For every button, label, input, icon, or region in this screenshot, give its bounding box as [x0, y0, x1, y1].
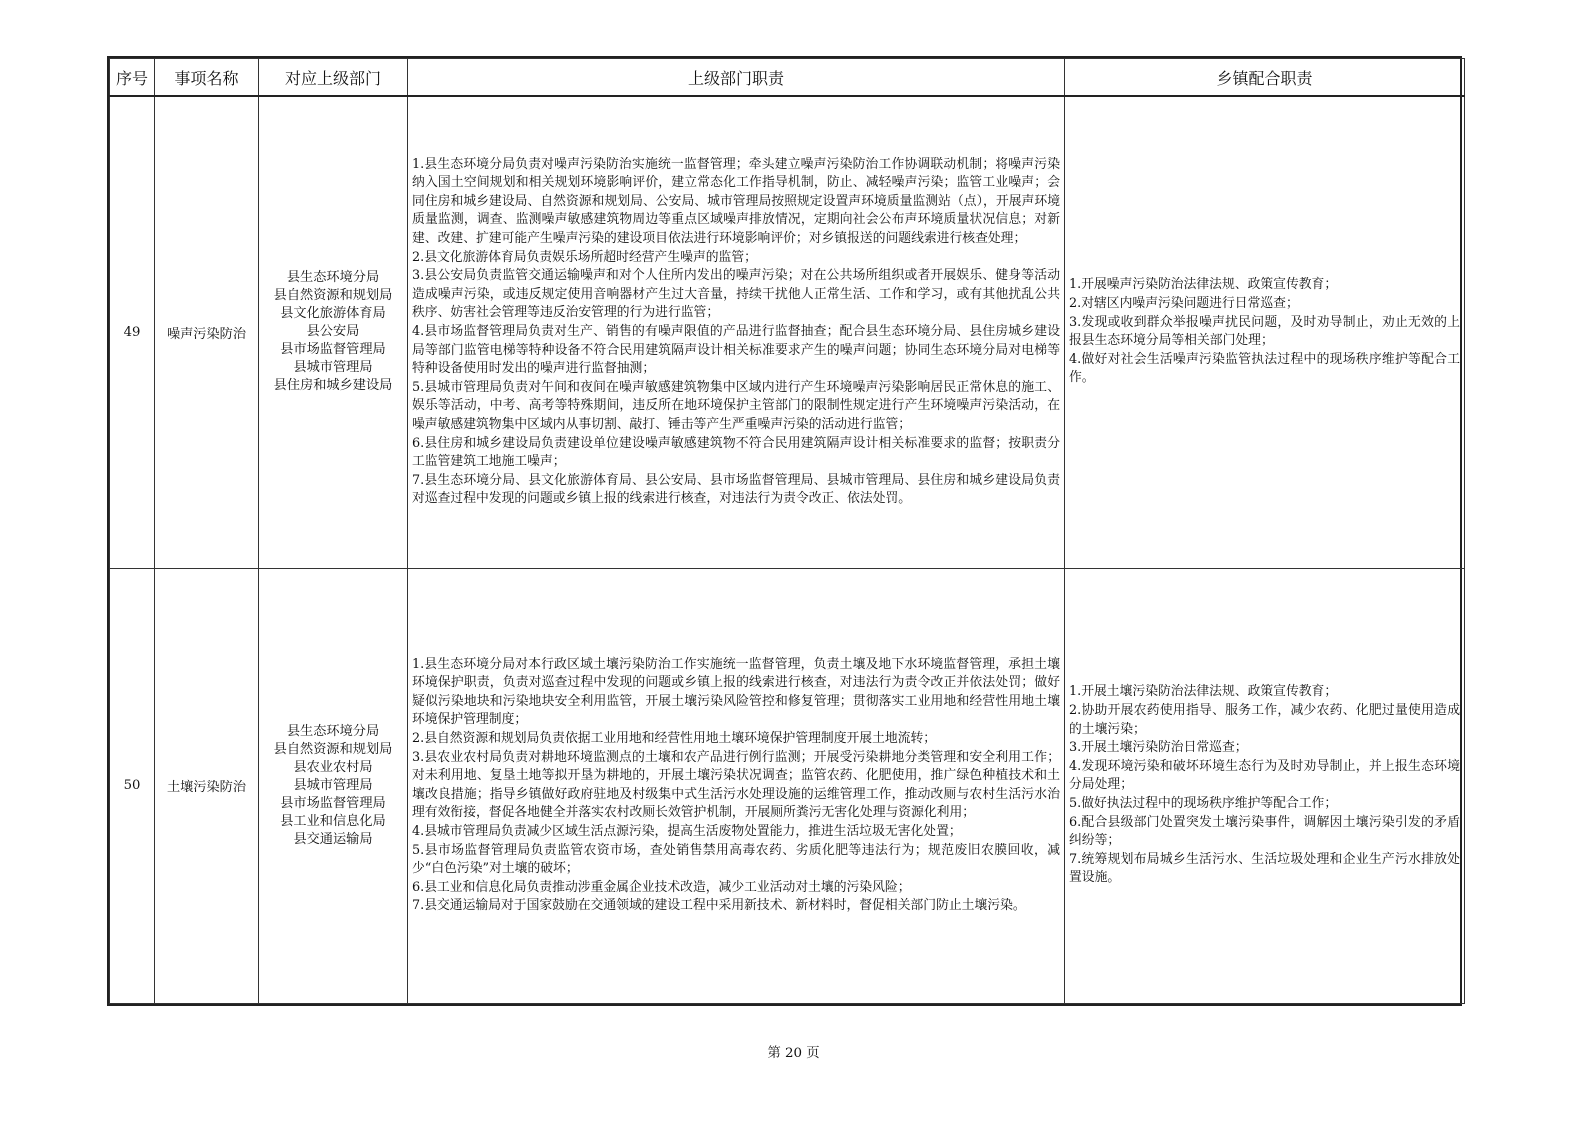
department-entry: 县自然资源和规划局	[273, 288, 393, 304]
row-superior-duties	[408, 96, 1065, 568]
duty-entry: 6.县住房和城乡建设局负责建设单位建设噪声敏感建筑物不符合民用建筑隔声设计相关标准要求的监督；按职责分工监管建筑工地施工噪声；	[412, 435, 1060, 470]
duty-entry: 6.配合县级部门处置突发土壤污染事件，调解因土壤污染引发的矛盾纠纷等；	[1069, 814, 1460, 849]
department-entry: 县工业和信息化局	[280, 813, 386, 829]
duty-entry: 3.发现或收到群众举报噪声扰民问题，及时劝导制止，劝止无效的上报县生态环境分局等相关部门处理；	[1069, 314, 1460, 349]
header-superior-department: 对应上级部门	[259, 59, 408, 97]
duty-entry: 7.县交通运输局对于国家鼓励在交通领域的建设工程中采用新技术、新材料时，督促相关部门防止土壤污染。	[412, 898, 1026, 914]
duty-entry: 1.开展土壤污染防治法律法规、政策宣传教育；	[1069, 684, 1338, 700]
duty-entry: 2.县自然资源和规划局负责依据工业用地和经营性用地土壤环境保护管理制度开展土地流转；	[412, 730, 937, 746]
header-township-duties: 乡镇配合职责	[1065, 59, 1465, 97]
duty-entry: 7.统筹规划布局城乡生活污水、生活垃圾处理和企业生产污水排放处置设施。	[1069, 851, 1460, 886]
row-number: 49	[110, 96, 155, 568]
row-item-name: 噪声污染防治	[155, 96, 259, 568]
department-entry: 县农业农村局	[293, 759, 373, 775]
duty-entry: 4.县城市管理局负责减少区域生活点源污染，提高生活废物处置能力，推进生活垃圾无害化处置；	[412, 823, 962, 839]
duty-entry: 2.对辖区内噪声污染问题进行日常巡查；	[1069, 296, 1299, 312]
department-entry: 县市场监督管理局	[280, 342, 386, 358]
duty-entry: 2.县文化旅游体育局负责娱乐场所超时经营产生噪声的监管；	[412, 249, 757, 265]
duty-entry: 1.县生态环境分局对本行政区域土壤污染防治工作实施统一监督管理，负责土壤及地下水环境监督管理，承担土壤环境保护职责，负责对巡查过程中发现的问题或乡镇上报的线索进行核查，对违法行为责令改正并依法处罚；做好疑似污染地块和污染地块安全利用监管，开展土壤污染风险管控和修复管理；贯彻落实工业用地和经营性用地土壤环境保护管理制度；	[412, 656, 1060, 728]
duty-entry: 3.县公安局负责监管交通运输噪声和对个人住所内发出的噪声污染；对在公共场所组织或者开展娱乐、健身等活动造成噪声污染，或违反规定使用音响器材产生过大音量，持续干扰他人正常生活、工作和学习，或有其他扰乱公共秩序、妨害社会管理等违反治安管理的行为进行监管；	[412, 268, 1060, 321]
department-entry: 县城市管理局	[293, 360, 373, 376]
duty-entry: 1.县生态环境分局负责对噪声污染防治实施统一监督管理；牵头建立噪声污染防治工作协调联动机制；将噪声污染纳入国土空间规划和相关规划环境影响评价，建立常态化工作指导机制，防止、减轻噪声污染；监管工业噪声；会同住房和城乡建设局、自然资源和规划局、公安局、城市管理局按照规定设置声环境质量监测站（点），开展声环境质量监测，调查、监测噪声敏感建筑物周边等重点区域噪声排放情况，定期向社会公布声环境质量状况信息；对新建、改建、扩建可能产生噪声污染的建设项目依法进行环境影响评价；对乡镇报送的问题线索进行核查处理；	[412, 156, 1060, 246]
responsibility-table	[109, 58, 1465, 1004]
duty-entry: 5.县城市管理局负责对午间和夜间在噪声敏感建筑物集中区域内进行产生环境噪声污染影响居民正常休息的施工、娱乐等活动，中考、高考等特殊期间，违反所在地环境保护主管部门的限制性规定进行产生环境噪声污染活动，在噪声敏感建筑物集中区域内从事切割、敲打、锤击等产生严重噪声污染的活动进行监管；	[412, 379, 1060, 432]
department-entry: 县生态环境分局	[286, 723, 380, 739]
department-entry: 县生态环境分局	[286, 270, 380, 286]
duty-entry: 3.县农业农村局负责对耕地环境监测点的土壤和农产品进行例行监测；开展受污染耕地分类管理和安全利用工作；对未利用地、复垦土地等拟开垦为耕地的，开展土壤污染状况调查；监管农药、化肥使用，推广绿色种植技术和土壤改良措施；指导乡镇做好政府驻地及村级集中式生活污水处理设施的运维管理工作，推动改厕与农村生活污水治理有效衔接，督促各地健全并落实农村改厕长效管护机制，开展厕所粪污无害化处理与资源化利用；	[412, 749, 1060, 821]
row-item-name: 土壤污染防治	[155, 568, 259, 1004]
row-superior-duties	[408, 568, 1065, 1004]
department-entry: 县市场监督管理局	[280, 795, 386, 811]
header-item-name: 事项名称	[155, 59, 259, 97]
duty-entry: 5.做好执法过程中的现场秩序维护等配合工作；	[1069, 796, 1338, 812]
row-township-duties	[1065, 568, 1465, 1004]
duty-entry: 3.开展土壤污染防治日常巡查；	[1069, 740, 1248, 756]
header-superior-duties: 上级部门职责	[408, 59, 1065, 97]
duty-entry: 7.县生态环境分局、县文化旅游体育局、县公安局、县市场监督管理局、县城市管理局、县住房和城乡建设局负责对巡查过程中发现的问题或乡镇上报的线索进行核查，对违法行为责令改正、依法处罚。	[412, 472, 1060, 507]
duty-entry: 2.协助开展农药使用指导、服务工作，减少农药、化肥过量使用造成的土壤污染；	[1069, 703, 1460, 737]
department-entry: 县交通运输局	[293, 831, 373, 847]
table-row	[110, 568, 1465, 1004]
row-departments	[259, 96, 408, 568]
row-township-duties	[1065, 96, 1465, 568]
page-number: 第 20 页	[767, 1046, 820, 1061]
department-entry: 县城市管理局	[293, 777, 373, 793]
department-entry: 县自然资源和规划局	[273, 741, 393, 757]
duty-entry: 4.县市场监督管理局负责对生产、销售的有噪声限值的产品进行监督抽查；配合县生态环境分局、县住房城乡建设局等部门监管电梯等特种设备不符合民用建筑隔声设计相关标准要求产生的噪声问题；协同生态环境分局对电梯等特种设备使用时发出的噪声进行监督抽测；	[412, 323, 1060, 377]
row-departments	[259, 568, 408, 1004]
department-entry: 县公安局	[306, 324, 360, 340]
duty-entry: 6.县工业和信息化局负责推动涉重金属企业技术改造，减少工业活动对土壤的污染风险；	[412, 879, 911, 895]
department-entry: 县文化旅游体育局	[280, 306, 386, 322]
row-number: 50	[110, 568, 155, 1004]
duty-entry: 5.县市场监督管理局负责监管农资市场，查处销售禁用高毒农药、劣质化肥等违法行为；规范废旧农膜回收，减少“白色污染”对土壤的破坏；	[412, 842, 1060, 877]
header-number: 序号	[110, 59, 155, 97]
duty-entry: 4.做好对社会生活噪声污染监管执法过程中的现场秩序维护等配合工作。	[1069, 351, 1460, 386]
duty-entry: 4.发现环境污染和破坏环境生态行为及时劝导制止，并上报生态环境分局处理；	[1069, 758, 1460, 793]
table-header-row	[110, 59, 1465, 97]
responsibility-table-frame	[107, 56, 1462, 1006]
duty-entry: 1.开展噪声污染防治法律法规、政策宣传教育；	[1069, 277, 1338, 293]
table-row	[110, 96, 1465, 568]
department-entry: 县住房和城乡建设局	[273, 378, 393, 394]
